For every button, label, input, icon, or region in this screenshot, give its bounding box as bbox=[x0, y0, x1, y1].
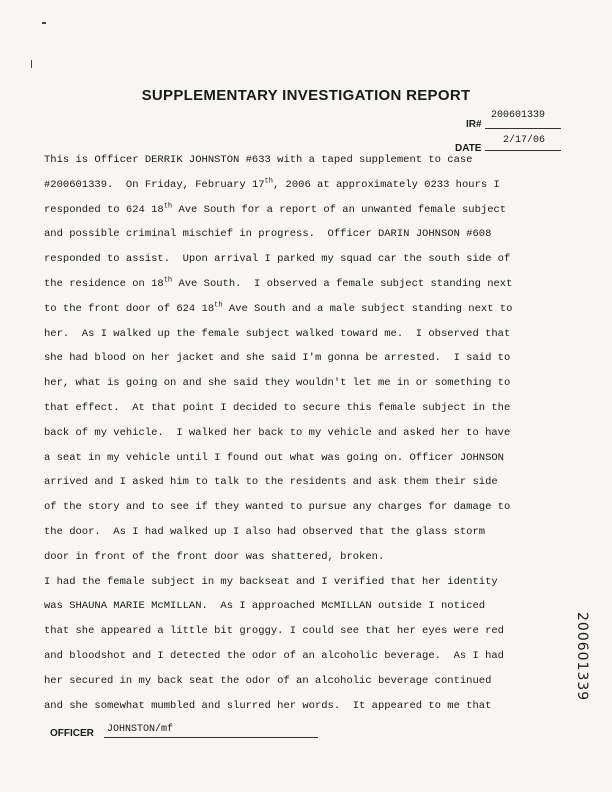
narrative-line: of the story and to see if they wanted to pursue any charges for damage to bbox=[44, 501, 511, 514]
report-date: 2/17/06 bbox=[503, 135, 546, 146]
narrative-line: her. As I walked up the female subject walked toward me. I observed that bbox=[44, 327, 511, 340]
narrative-line: and she somewhat mumbled and slurred her words. It appeared to me that bbox=[44, 699, 492, 712]
ir-underline bbox=[485, 128, 561, 129]
scan-mark bbox=[42, 22, 46, 24]
scan-mark bbox=[31, 60, 32, 68]
officer-underline bbox=[104, 737, 318, 738]
report-title: SUPPLEMENTARY INVESTIGATION REPORT bbox=[141, 87, 471, 104]
narrative-line: she had blood on her jacket and she said I'm gonna be arrested. I said to bbox=[44, 352, 511, 365]
ir-label: IR# bbox=[466, 119, 482, 130]
narrative-line: her, what is going on and she said they wouldn't let me in or something to bbox=[44, 377, 511, 390]
narrative-line: back of my vehicle. I walked her back to my vehicle and asked her to have bbox=[44, 426, 511, 439]
narrative-line: to the front door of 624 18th Ave South and a male subject standing next to bbox=[44, 301, 513, 315]
narrative-line: #200601339. On Friday, February 17th, 2006 at approximately 0233 hours I bbox=[44, 177, 500, 191]
narrative-line: This is Officer DERRIK JOHNSTON #633 with a taped supplement to case bbox=[44, 154, 473, 166]
narrative-line: and possible criminal mischief in progress. Officer DARIN JOHNSON #608 bbox=[44, 228, 492, 241]
narrative-line: I had the female subject in my backseat and I verified that her identity bbox=[44, 575, 498, 588]
narrative-line: and bloodshot and I detected the odor of an alcoholic beverage. As I had bbox=[44, 649, 504, 662]
narrative-line: responded to assist. Upon arrival I parked my squad car the south side of bbox=[44, 253, 511, 266]
ir-number: 200601339 bbox=[491, 110, 546, 121]
report-narrative bbox=[44, 152, 564, 722]
narrative-line: door in front of the front door was shattered, broken. bbox=[44, 550, 385, 563]
officer-label: OFFICER bbox=[50, 728, 94, 739]
narrative-line: that she appeared a little bit groggy. I could see that her eyes were red bbox=[44, 625, 504, 638]
narrative-line: a seat in my vehicle until I found out what was going on. Officer JOHNSON bbox=[44, 451, 504, 464]
narrative-line: her secured in my back seat the odor of an alcoholic beverage continued bbox=[44, 674, 492, 687]
narrative-line: arrived and I asked him to talk to the residents and ask them their side bbox=[44, 476, 498, 489]
date-label: DATE bbox=[455, 143, 482, 154]
date-underline bbox=[485, 150, 561, 151]
narrative-line: the door. As I had walked up I also had observed that the glass storm bbox=[44, 525, 486, 538]
officer-name: JOHNSTON/mf bbox=[107, 724, 174, 735]
narrative-line: the residence on 18th Ave South. I observed a female subject standing next bbox=[44, 276, 513, 290]
narrative-line: responded to 624 18th Ave South for a report of an unwanted female subject bbox=[44, 202, 507, 216]
narrative-line: that effect. At that point I decided to secure this female subject in the bbox=[44, 401, 511, 414]
narrative-line: was SHAUNA MARIE McMILLAN. As I approached McMILLAN outside I noticed bbox=[44, 600, 486, 613]
handwritten-case-number: 200601339 bbox=[574, 612, 590, 702]
